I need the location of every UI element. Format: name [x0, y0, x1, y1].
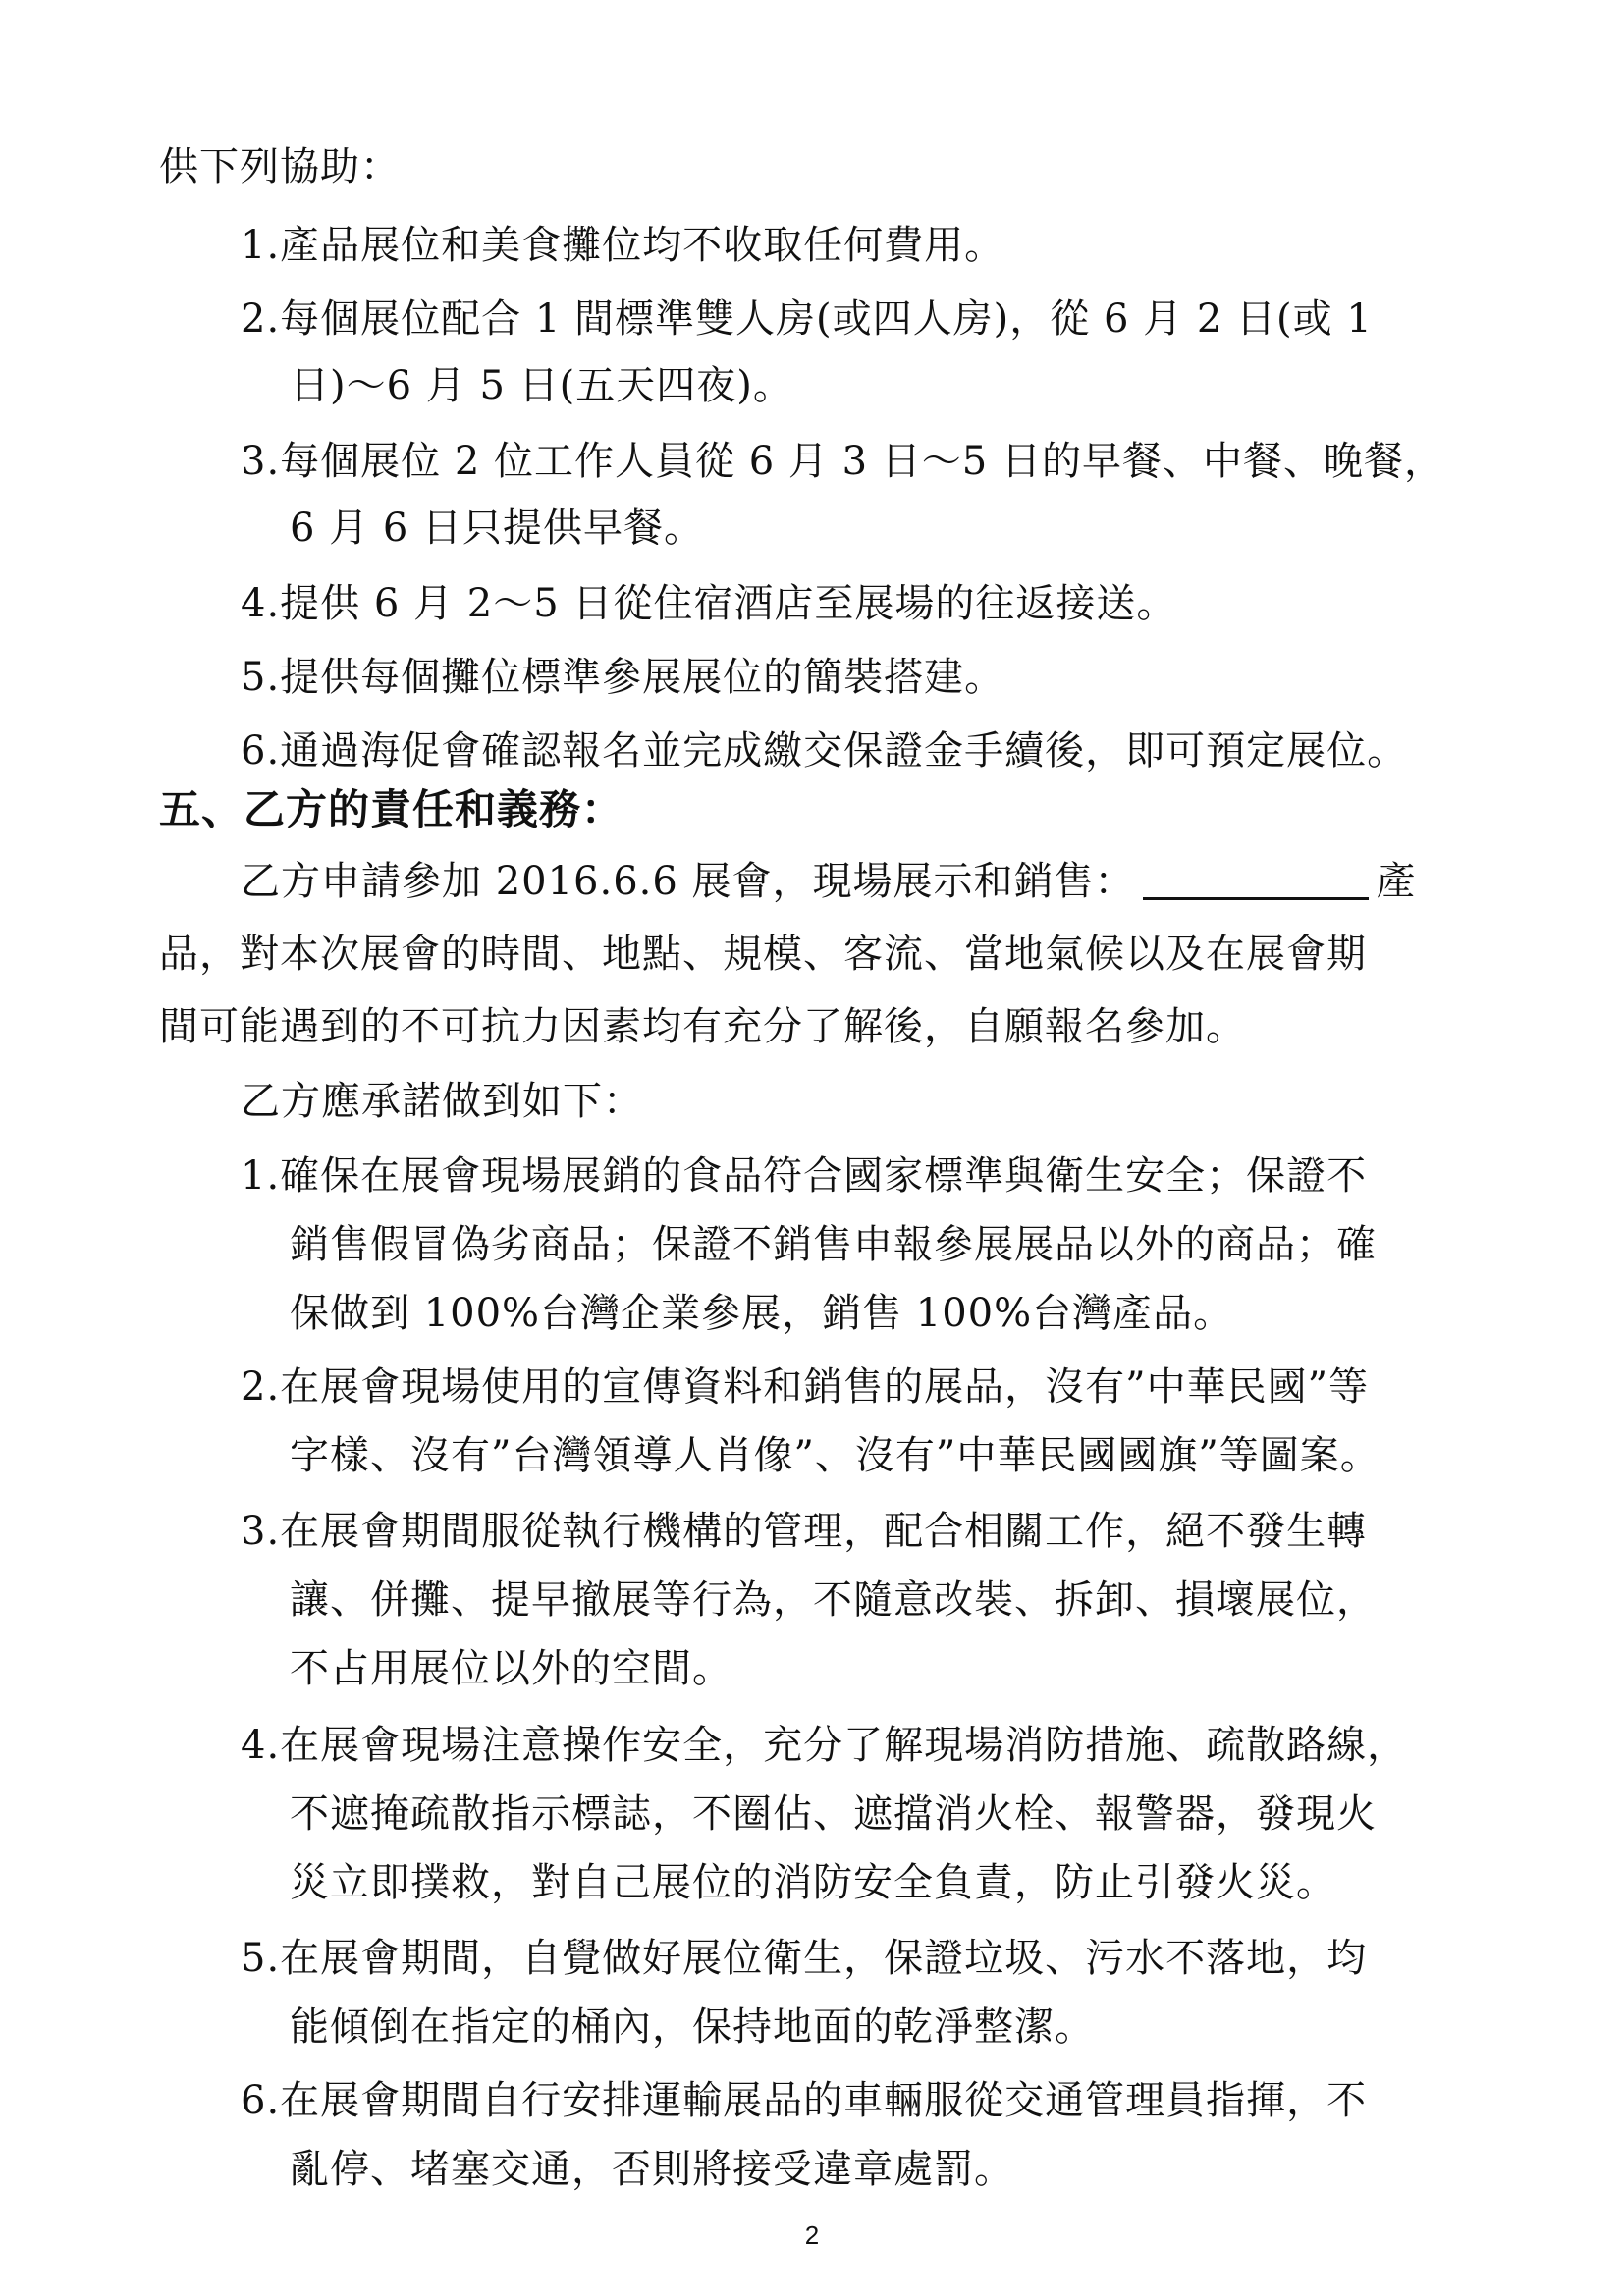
support-item-4: [241, 574, 1176, 633]
item-number: 1.: [241, 223, 281, 268]
duty-item-5: [241, 1929, 1367, 1988]
duty-item-2-line-2: 字樣、沒有”台灣領導人肖像”、沒有”中華民國國旗”等圖案。: [290, 1433, 1380, 1478]
item-number: 5.: [241, 655, 281, 700]
item-text: 確保在展會現場展銷的食品符合國家標準與衛生安全；保證不: [280, 1153, 1368, 1199]
support-item-1: [241, 216, 1004, 275]
item-text: 產品展位和美食攤位均不收取任何費用。: [280, 223, 1005, 268]
item-text: 在展會期間自行安排運輸展品的車輛服從交通管理員指揮，不: [280, 2078, 1368, 2123]
item-text: 通過海促會確認報名並完成繳交保證金手續後，即可預定展位。: [280, 728, 1408, 774]
support-item-2-continued: 日)～6 月 5 日(五天四夜)。: [290, 363, 793, 408]
item-text: 在展會現場注意操作安全，充分了解現場消防措施、疏散路線，: [280, 1723, 1408, 1768]
item-text: 提供每個攤位標準參展展位的簡裝搭建。: [280, 655, 1005, 700]
duty-item-1-line-3: 保做到 100%台灣企業參展，銷售 100%台灣產品。: [290, 1291, 1234, 1336]
fill-in-blank: [1143, 858, 1369, 900]
paragraph-1-text-end: 產: [1376, 859, 1417, 904]
duty-item-3: [241, 1502, 1367, 1561]
duty-item-1: [241, 1147, 1367, 1205]
section-heading: 五、乙方的責任和義務：: [159, 785, 624, 833]
duty-item-4-line-3: 災立即撲救，對自己展位的消防安全負責，防止引發火災。: [290, 1860, 1336, 1905]
item-text: 在展會現場使用的宣傳資料和銷售的展品，沒有”中華民國”等: [280, 1364, 1370, 1410]
item-text: 在展會期間服從執行機構的管理，配合相關工作，絕不發生轉: [280, 1509, 1368, 1554]
duty-item-2: [241, 1358, 1369, 1416]
item-number: 2.: [241, 1364, 281, 1410]
item-number: 2.: [241, 296, 281, 342]
item-number: 3.: [241, 1509, 281, 1554]
duty-item-3-line-2: 讓、併攤、提早撤展等行為，不隨意改裝、拆卸、損壞展位，: [290, 1577, 1377, 1623]
duty-item-4: [241, 1716, 1407, 1775]
item-number: 6.: [241, 728, 281, 774]
duty-item-5-line-2: 能傾倒在指定的桶內，保持地面的乾淨整潔。: [290, 2004, 1095, 2050]
item-number: 4.: [241, 1723, 281, 1768]
paragraph-1-line-3: 間可能遇到的不可抗力因素均有充分了解後，自願報名參加。: [159, 1004, 1246, 1049]
item-number: 1.: [241, 1153, 281, 1199]
support-item-5: [241, 648, 1004, 707]
item-number: 6.: [241, 2078, 281, 2123]
support-item-3: [241, 432, 1444, 491]
support-item-3-continued: 6 月 6 日只提供早餐。: [290, 506, 705, 551]
duty-item-1-line-2: 銷售假冒偽劣商品；保證不銷售申報參展展品以外的商品；確: [290, 1222, 1377, 1267]
support-item-6: [241, 721, 1407, 780]
intro-text: 供下列協助：: [159, 144, 401, 189]
paragraph-1-line-2: 品，對本次展會的時間、地點、規模、客流、當地氣候以及在展會期: [159, 932, 1367, 977]
item-text: 在展會期間，自覺做好展位衛生，保證垃圾、污水不落地，均: [280, 1936, 1368, 1981]
item-number: 4.: [241, 581, 281, 626]
paragraph-1-text: 乙方申請參加 2016.6.6 展會，現場展示和銷售：: [241, 859, 1135, 904]
duty-item-3-line-3: 不占用展位以外的空間。: [290, 1646, 732, 1691]
paragraph-1-line-1: [241, 852, 1417, 911]
item-number: 5.: [241, 1936, 281, 1981]
duty-item-6: [241, 2071, 1367, 2130]
item-text: 每個展位配合 1 間標準雙人房(或四人房)，從 6 月 2 日(或 1: [280, 296, 1373, 342]
page-number: 2: [804, 2220, 820, 2250]
support-item-2: [241, 290, 1373, 348]
item-number: 3.: [241, 439, 281, 484]
duty-item-6-line-2: 亂停、堵塞交通，否則將接受違章處罰。: [290, 2147, 1014, 2192]
duty-item-4-line-2: 不遮掩疏散指示標誌，不圈佔、遮擋消火栓、報警器，發現火: [290, 1791, 1377, 1837]
item-text: 提供 6 月 2～5 日從住宿酒店至展場的往返接送。: [280, 581, 1177, 626]
item-text: 每個展位 2 位工作人員從 6 月 3 日～5 日的早餐、中餐、晚餐，: [280, 439, 1444, 484]
paragraph-2: 乙方應承諾做到如下：: [241, 1079, 643, 1124]
